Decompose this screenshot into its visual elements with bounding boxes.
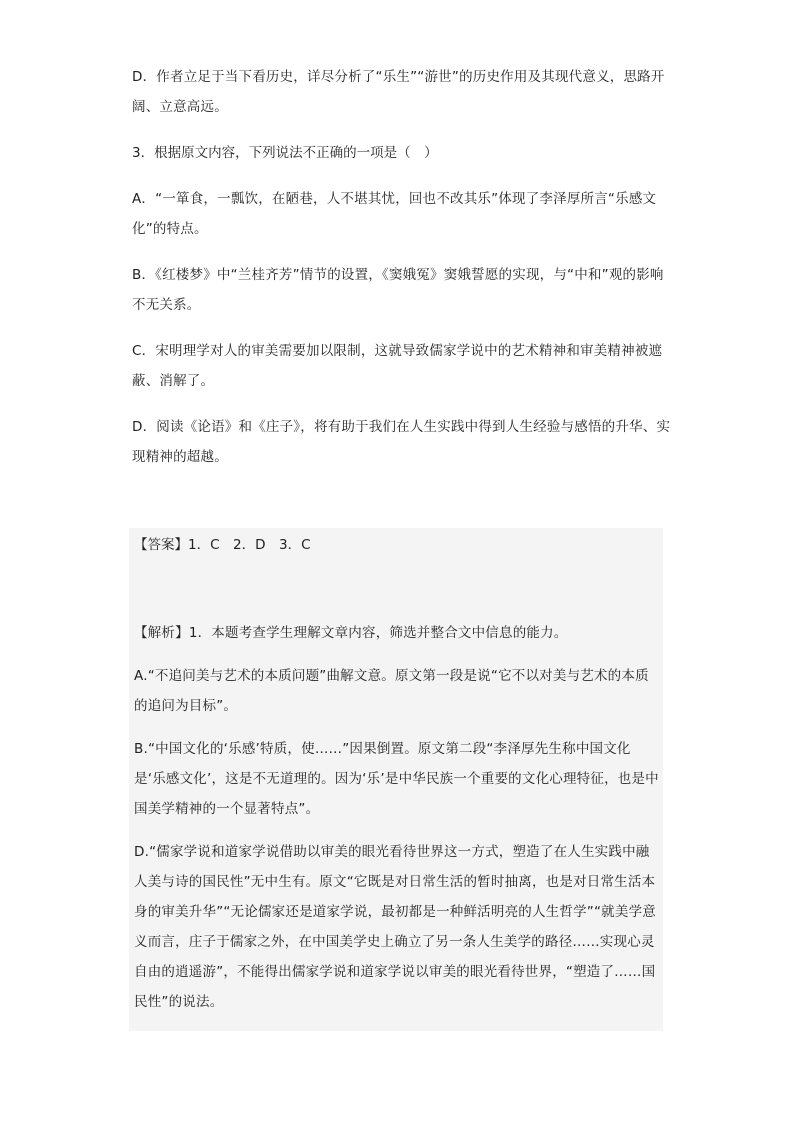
analysis-intro-text: 1．本题考查学生理解文章内容，筛选并整合文中信息的能力。 — [188, 625, 568, 641]
answer-text: 1．C 2．D 3．C — [188, 537, 311, 553]
question-3-option-d: D．阅读《论语》和《庄子》，将有助于我们在人生实践中得到人生经验与感悟的升华、实现精神的超越。 — [132, 419, 671, 465]
question-3-option-b: B．《红楼梦》中“兰桂齐芳”情节的设置，《窦娥冤》窦娥誓愿的实现，与“中和”观的影响不无关系。 — [132, 267, 664, 313]
analysis-d: D.“儒家学说和道家学说借助以审美的眼光看待世界这一方式，塑造了在人生实践中融人美与诗的国民性”无中生有。原文“它既是对日常生活的暂时抽离，也是对日常生活本身的审美升华”“无论儒家还是道家学说，最初都是一种鲜活明亮的人生哲学”“就美学意义而言，庄子于儒家之外，在中国美学史上确立了另一条人生美学的路径……实现心灵自由的逍遥游”，不能得出儒家学说和道家学说以审美的眼光看待世界，“塑造了……国民性”的说法。 — [134, 844, 656, 1010]
analysis-intro — [134, 618, 662, 648]
analysis-a: A.“不追问美与艺术的本质问题”曲解文意。原文第一段是说“它不以对美与艺术的本质的追问为目标”。 — [134, 668, 649, 714]
answer-box — [129, 528, 663, 1031]
question-3-option-c: C．宋明理学对人的审美需要加以限制，这就导致儒家学说中的艺术精神和审美精神被遮蔽、消解了。 — [132, 343, 663, 389]
question-section — [132, 62, 672, 488]
answer-line — [134, 530, 311, 560]
analysis-section — [134, 618, 662, 1030]
option-d-prev: D．作者立足于当下看历史，详尽分析了“乐生”“游世”的历史作用及其现代意义，思路开阔、立意高远。 — [132, 69, 665, 115]
answer-label: 【答案】 — [134, 537, 188, 553]
question-3-option-a: A．“一箪食，一瓢饮，在陋巷，人不堪其忧，回也不改其乐”体现了李泽厚所言“乐感文化”的特点。 — [132, 191, 657, 237]
analysis-label: 【解析】 — [134, 625, 189, 641]
analysis-b: B.“中国文化的‘乐感’特质，使……”因果倒置。原文第二段“李泽厚先生称中国文化是‘乐感文化’，这是不无道理的。因为‘乐’是中华民族一个重要的文化心理特征，也是中国美学精神的一个显著特点”。 — [134, 741, 659, 817]
question-3-stem: 3．根据原文内容，下列说法不正确的一项是（ ） — [132, 145, 438, 161]
